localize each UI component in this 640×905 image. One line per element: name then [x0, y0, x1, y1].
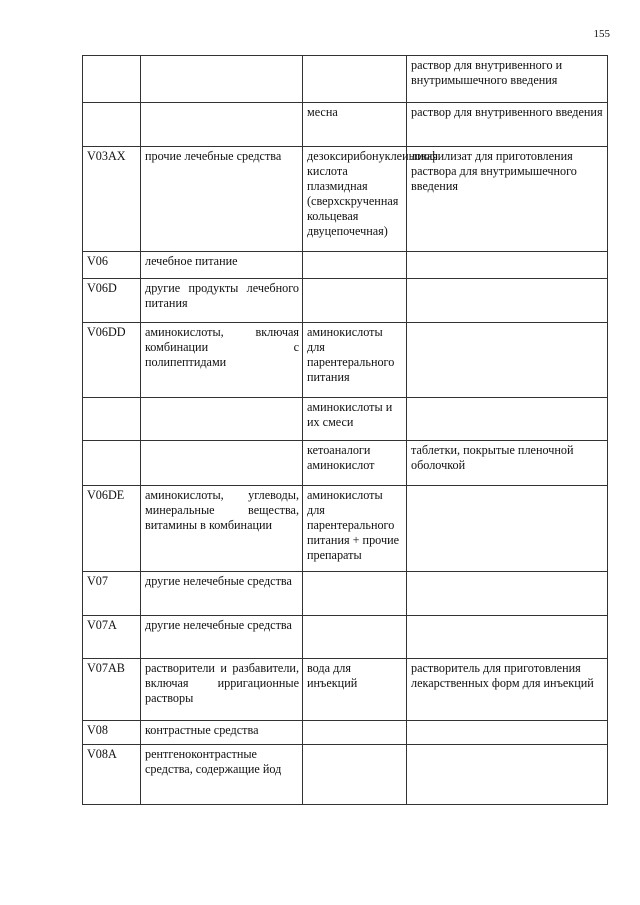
group-cell: аминокислоты, включая комбинации с полипептидами	[141, 323, 303, 398]
group-cell: другие продукты лечебного питания	[141, 279, 303, 323]
atc-code-cell: V03AX	[83, 147, 141, 252]
atc-code-cell	[83, 56, 141, 103]
dosage-form-cell	[407, 323, 608, 398]
atc-code-cell	[83, 398, 141, 441]
dosage-form-cell: лиофилизат для приготовления раствора для внутримышечного введения	[407, 147, 608, 252]
atc-code-cell: V07A	[83, 616, 141, 659]
atc-code-cell: V07	[83, 572, 141, 616]
substance-cell	[303, 616, 407, 659]
atc-code-cell: V07AB	[83, 659, 141, 721]
dosage-form-cell: раствор для внутривенного и внутримышечного введения	[407, 56, 608, 103]
group-cell	[141, 103, 303, 147]
substance-cell: дезоксирибонуклеиновая кислота плазмидная (сверхскрученная кольцевая двуцепочечная)	[303, 147, 407, 252]
dosage-form-cell: раствор для внутривенного введения	[407, 103, 608, 147]
substance-cell: аминокислоты для парентерального питания	[303, 323, 407, 398]
substance-cell	[303, 56, 407, 103]
table-row	[83, 441, 608, 486]
table-row	[83, 323, 608, 398]
dosage-form-cell	[407, 745, 608, 805]
table-row	[83, 103, 608, 147]
table-row	[83, 147, 608, 252]
substance-cell: вода для инъекций	[303, 659, 407, 721]
substance-cell	[303, 745, 407, 805]
group-cell: рентгеноконтрастные средства, содержащие йод	[141, 745, 303, 805]
atc-code-cell: V06	[83, 252, 141, 279]
dosage-form-cell: таблетки, покрытые пленочной оболочкой	[407, 441, 608, 486]
dosage-form-cell	[407, 279, 608, 323]
group-cell: аминокислоты, углеводы, минеральные вещества, витамины в комбинации	[141, 486, 303, 572]
group-cell: другие нелечебные средства	[141, 616, 303, 659]
substance-cell	[303, 572, 407, 616]
atc-code-cell	[83, 441, 141, 486]
substance-cell: кетоаналоги аминокислот	[303, 441, 407, 486]
group-cell: другие нелечебные средства	[141, 572, 303, 616]
table-row	[83, 56, 608, 103]
page-number: 155	[593, 28, 610, 40]
table-body	[83, 56, 608, 805]
atc-code-cell: V06DE	[83, 486, 141, 572]
dosage-form-cell	[407, 572, 608, 616]
group-cell	[141, 56, 303, 103]
table-row	[83, 486, 608, 572]
table-row	[83, 572, 608, 616]
drug-table	[82, 55, 608, 805]
group-cell: контрастные средства	[141, 721, 303, 745]
table-row	[83, 659, 608, 721]
atc-code-cell: V06DD	[83, 323, 141, 398]
atc-code-cell	[83, 103, 141, 147]
table-row	[83, 279, 608, 323]
group-cell: растворители и разбавители, включая ирригационные растворы	[141, 659, 303, 721]
table-row	[83, 745, 608, 805]
substance-cell	[303, 721, 407, 745]
group-cell: прочие лечебные средства	[141, 147, 303, 252]
substance-cell: месна	[303, 103, 407, 147]
group-cell: лечебное питание	[141, 252, 303, 279]
substance-cell: аминокислоты для парентерального питания + прочие препараты	[303, 486, 407, 572]
substance-cell	[303, 252, 407, 279]
dosage-form-cell	[407, 616, 608, 659]
dosage-form-cell	[407, 721, 608, 745]
atc-code-cell: V08A	[83, 745, 141, 805]
dosage-form-cell: растворитель для приготовления лекарственных форм для инъекций	[407, 659, 608, 721]
substance-cell: аминокислоты и их смеси	[303, 398, 407, 441]
table-row	[83, 721, 608, 745]
table-row	[83, 398, 608, 441]
atc-code-cell: V06D	[83, 279, 141, 323]
atc-code-cell: V08	[83, 721, 141, 745]
table-row	[83, 252, 608, 279]
dosage-form-cell	[407, 398, 608, 441]
group-cell	[141, 441, 303, 486]
dosage-form-cell	[407, 252, 608, 279]
dosage-form-cell	[407, 486, 608, 572]
group-cell	[141, 398, 303, 441]
table-row	[83, 616, 608, 659]
substance-cell	[303, 279, 407, 323]
